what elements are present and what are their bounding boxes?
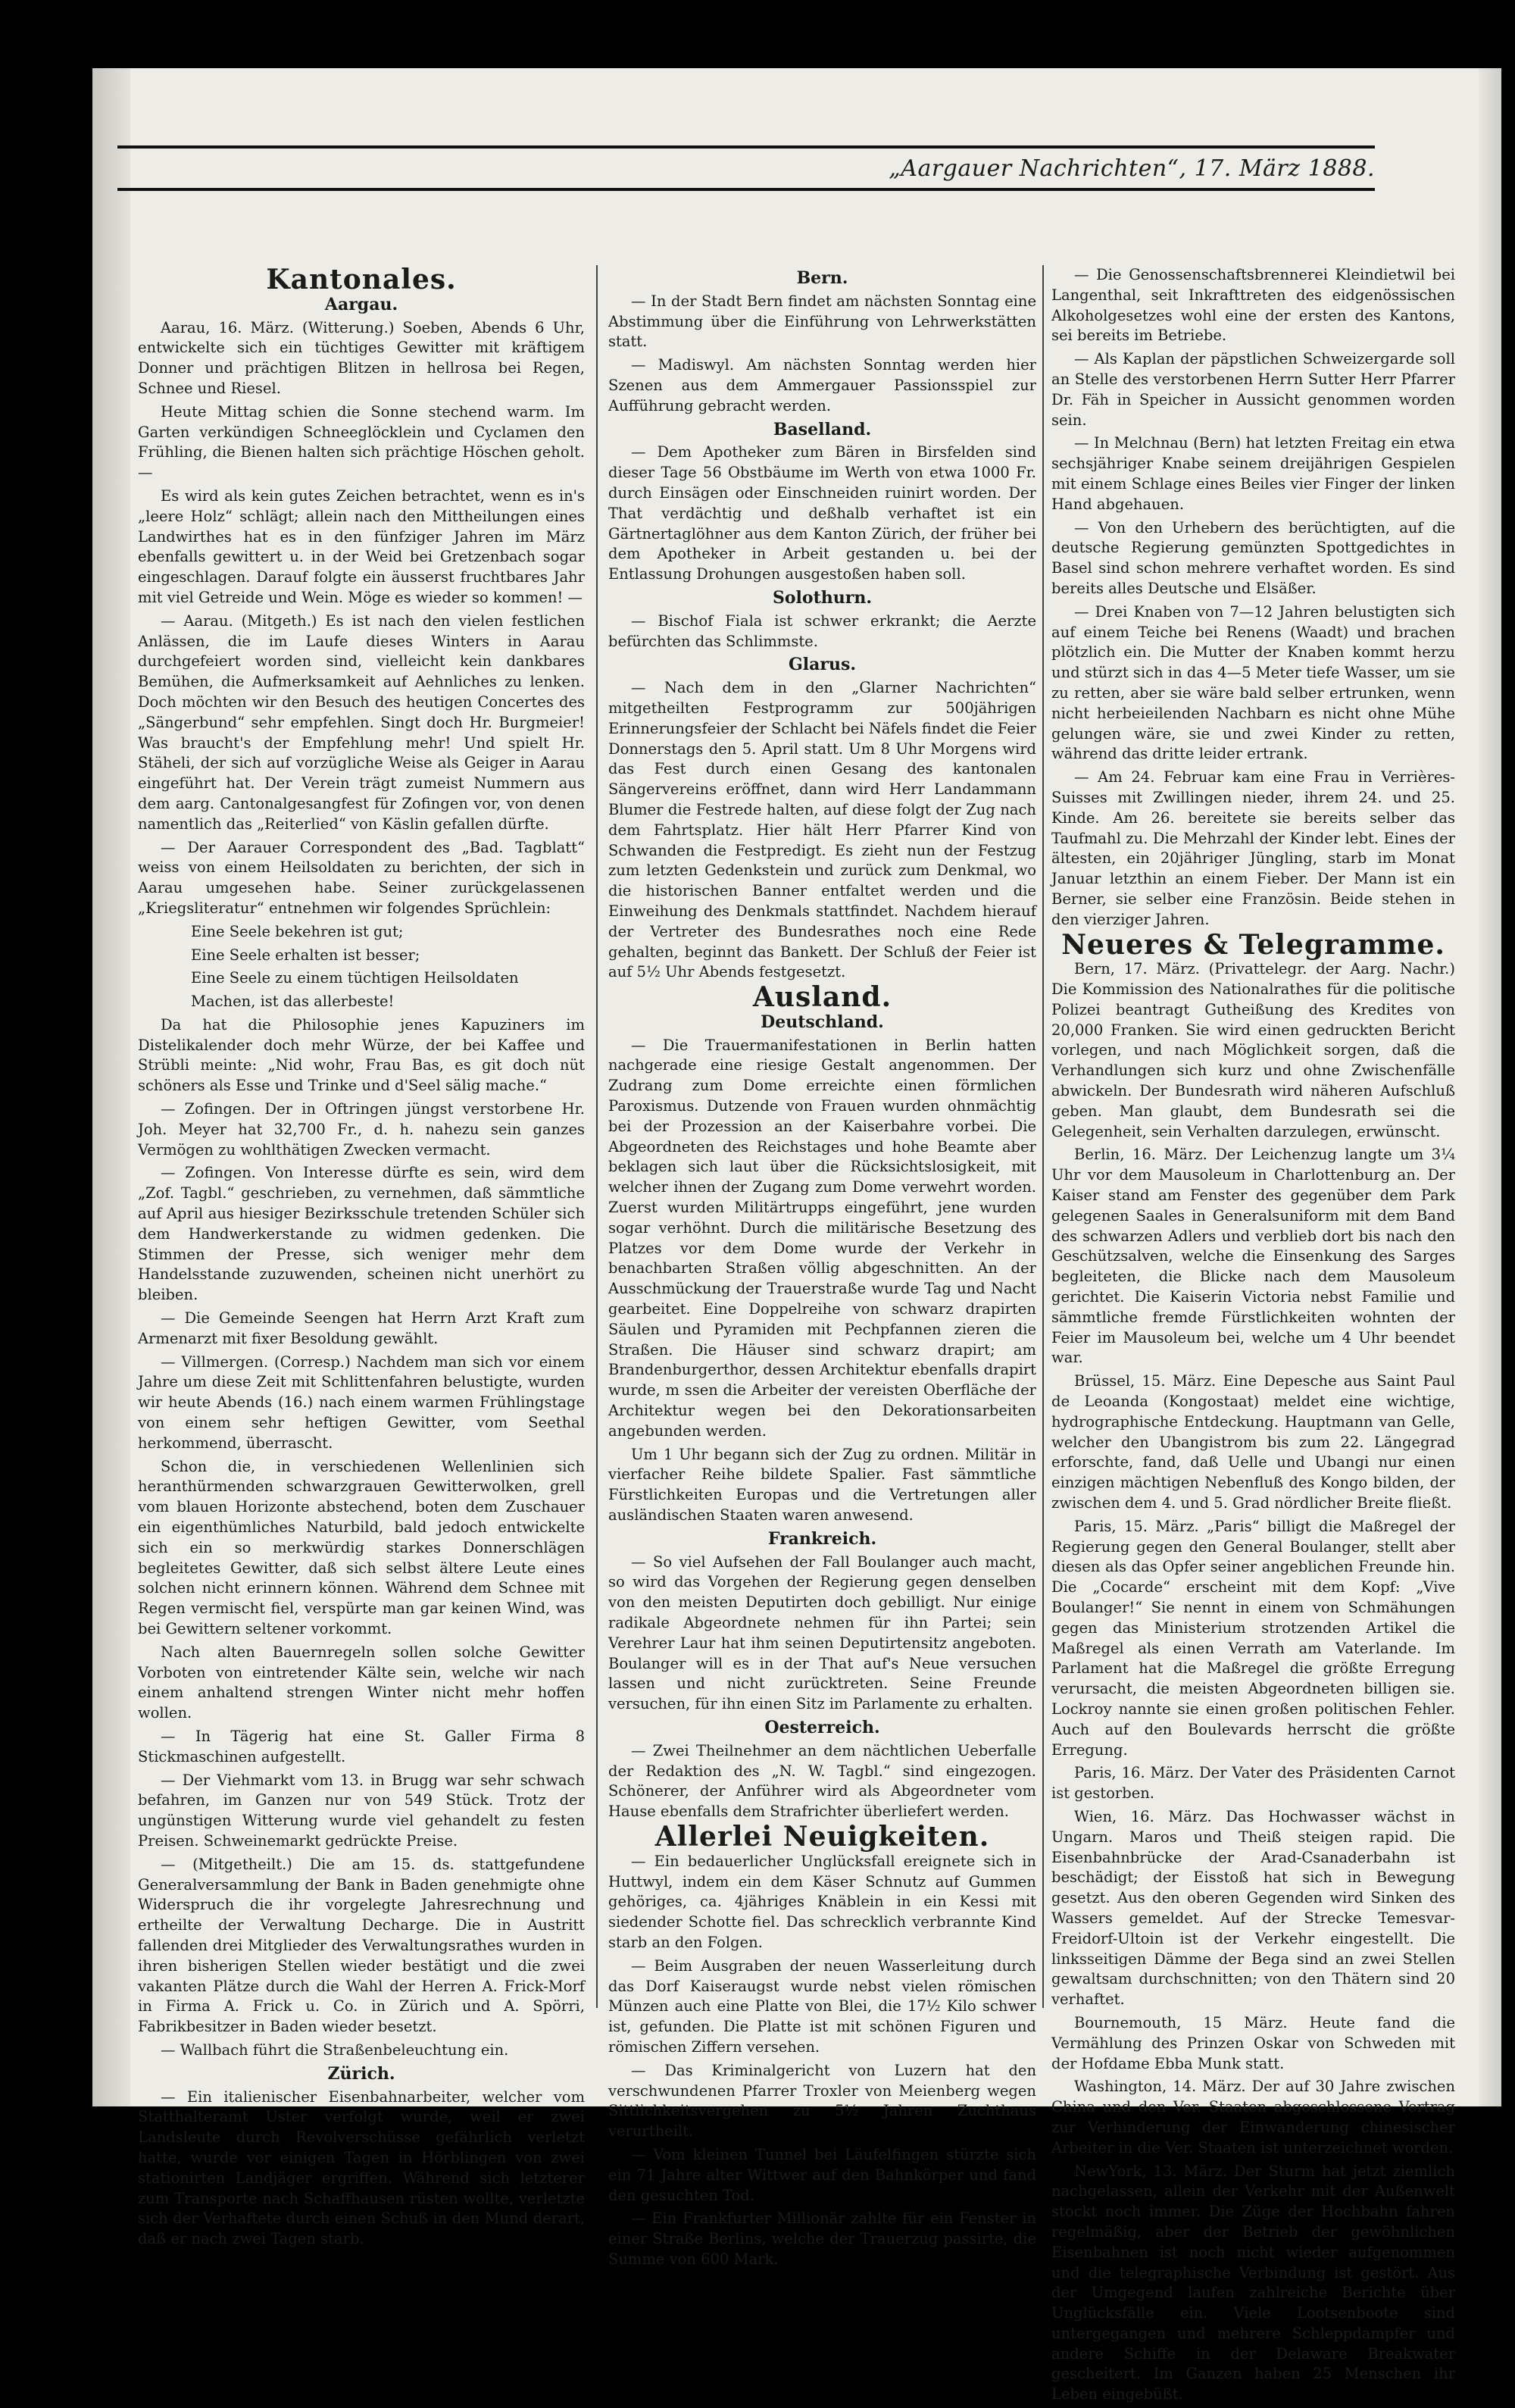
article-paragraph: Paris, 15. März. „Paris“ billigt die Maßregel der Regierung gegen den General Boulanger, stellt aber diesen als das Opfer seiner angeblichen Freunde hin. Die „Cocarde“ erscheint mit dem Kopf: „Vive Boulanger!“ Sie nennt in einem von Schmähungen gegen das Ministerium strotzenden Artikel die Maßregel als einen Verrath am Vaterlande. Im Parlament hat die Maßregel die größte Erregung verursacht, die meisten Abgeordneten billigen sie. Lockroy nannte sie einen großen politischen Fehler. Auch auf den Boulevards herrscht die größte Erregung. (1051, 1517, 1455, 1759)
article-paragraph: — Aarau. (Mitgeth.) Es ist nach den vielen festlichen Anlässen, die im Laufe dieses Winters in Aarau durchgefeiert worden sind, vielleicht kein dankbares Bemühen, die Aufmerksamkeit auf Aehnliches zu lenken. Doch möchten wir den Besuch des heutigen Concertes des „Sängerbund“ sehr empfehlen. Singt doch Hr. Burgmeier! Was braucht's der Empfehlung mehr! Und spielt Hr. Stäheli, der sich auf vorzügliche Weise als Geiger in Aarau eingeführt hat. Der Verein trägt zumeist Nummern aus dem aarg. Cantonalgesangfest für Zofingen vor, von denen namentlich das „Reiterlied“ von Käslin gefallen dürfte. (138, 611, 585, 833)
article-paragraph: Schon die, in verschiedenen Wellenlinien sich heranthürmenden schwarzgrauen Gewitterwolken, grell vom blauen Horizonte abstechend, boten dem Zuschauer ein eigenthümliches Naturbild, bald jedoch entwickelte sich ein so merkwürdig starkes Donnerschlägen begleitetes Gewitter, daß sich selbst ältere Leute eines solchen nicht erinnern können. Während dem Schnee mit Regen vermischt fiel, verspürte man gar keinen Wind, was bei Gewittern seltener vorkommt. (138, 1457, 585, 1637)
article-paragraph: Paris, 16. März. Der Vater des Präsidenten Carnot ist gestorben. (1051, 1764, 1455, 1803)
article-paragraph: — Die Trauermanifestationen in Berlin hatten nachgerade eine riesige Gestalt angenommen. Der Zudrang zum Dome erreichte einen förmlichen Paroxismus. Dutzende von Frauen wurden ohnmächtig bei der Prozession an der Kaiserbahre vorbei. Die Abgeordneten des Reichstages und hohe Beamte aber beklagen sich laut über die Rücksichtslosigkeit, mit welcher ihnen der Zugang zum Dome verwehrt worden. Zuerst wurden Militärtrupps eingeführt, jene wurden sogar verhöhnt. Durch die militärische Besetzung des Platzes vor dem Dome wurde der Verkehr in benachbarten Straßen völlig abgeschnitten. An der Ausschmückung der Trauerstraße wurde Tag und Nacht gearbeitet. Eine Doppelreihe von schwarz drapirten Säulen und Pyramiden mit Pechpfannen zieren die Straßen. Die Häuser sind schwarz drapirt; am Brandenburgerthor, dessen Architektur ebenfalls drapirt wurde, m ssen die Arbeiter der vereisten Oberfläche der Architektur wegen bei den Dekorationsarbeiten angebunden werden. (608, 1036, 1036, 1440)
page-header: „Aargauer Nachrichten“, 17. März 1888. (889, 155, 1375, 182)
article-paragraph: — Madiswyl. Am nächsten Sonntag werden hier Szenen aus dem Ammergauer Passionsspiel zur Aufführung gebracht werden. (608, 356, 1036, 414)
article-paragraph: Bern, 17. März. (Privattelegr. der Aarg. Nachr.) Die Kommission des Nationalrathes für die politische Polizei beantragt Gutheißung des Kredites von 20,000 Franken. Sie wird einen gedruckten Bericht vorlegen, und nach Möglichkeit sorgen, daß die Verhandlungen sich kurz und ohne Zwischenfälle abwickeln. Der Bundesrath wird näheren Aufschluß geben. Man glaubt, dem Bundesrath sei die Gelegenheit, sein Verhalten darzulegen, erwünscht. (1051, 960, 1455, 1140)
article-paragraph: — In Melchnau (Bern) hat letzten Freitag ein etwa sechsjähriger Knabe seinem dreijährigen Gespielen mit einem Schlage eines Beiles vier Finger der linken Hand abgehauen. (1051, 434, 1455, 513)
section-heading-allerlei: Allerlei Neuigkeiten. (654, 1820, 990, 1853)
article-paragraph: — Beim Ausgraben der neuen Wasserleitung durch das Dorf Kaiseraugst wurde nebst vielen römischen Münzen auch eine Platte von Blei, die 17½ Kilo schwer ist, gefunden. Die Platte ist mit schönen Figuren und römischen Ziffern versehen. (608, 1956, 1036, 2056)
article-paragraph: — Villmergen. (Corresp.) Nachdem man sich vor einem Jahre um diese Zeit mit Schlittenfahren belustigte, wurden wir heute Abends (16.) nach einem warmen Frühlingstage von einem sehr heftigen Gewitter, vom Seethal herkommend, überrascht. (138, 1353, 585, 1452)
article-paragraph: — Der Viehmarkt vom 13. in Brugg war sehr schwach befahren, im Ganzen nur von 549 Stück. Trotz der ungünstigen Witterung wurde viel gehandelt zu festen Preisen. Schweinemarkt gedrückte Preise. (138, 1771, 585, 1850)
article-paragraph: — Ein bedauerlicher Unglücksfall ereignete sich in Huttwyl, indem ein dem Käser Schnutz auf Gummen gehöriges, ca. 4jähriges Knäblein in ein Kessi mit siedender Schotte fiel. Das schrecklich verbrannte Kind starb an den Folgen. (608, 1852, 1036, 1951)
article-paragraph: Brüssel, 15. März. Eine Depesche aus Saint Paul de Leoanda (Kongostaat) meldet eine wichtige, hydrographische Entdeckung. Hauptmann van Gelle, welcher den Ubangistrom bis zum 22. Längegrad erforschte, fand, daß Uelle und Ubangi nur einen einzigen mächtigen Nebenfluß des Kongo bilden, der zwischen dem 4. und 5. Grad nördlicher Breite fließt. (1051, 1372, 1455, 1512)
verse-line: Eine Seele bekehren ist gut; (191, 922, 404, 940)
article-paragraph: — Zwei Theilnehmer an dem nächtlichen Ueberfalle der Redaktion des „N. W. Tagbl.“ sind eingezogen. Schönerer, der Anführer wird als Abgeordneter vom Hause ebenfalls dem Strafrichter überliefert werden. (608, 1741, 1036, 1821)
article-paragraph: Berlin, 16. März. Der Leichenzug langte um 3¼ Uhr vor dem Mausoleum in Charlottenburg an. Der Kaiser stand am Fenster des gegenüber dem Park gelegenen Saales in Generalsuniform mit dem Band des schwarzen Adlers und verblieb dort bis nach den Geschützsalven, welche die Einsenkung des Sarges begleiteten, die Blicke nach dem Mausoleum gerichtet. Die Kaiserin Victoria nebst Familie und sämmtliche fremde Fürstlichkeiten wohnten der Feier im Mausoleum bei, welche um 4 Uhr beendet war. (1051, 1146, 1455, 1367)
column-1 (138, 265, 585, 2253)
column-divider-1 (596, 265, 598, 2008)
article-paragraph: Wien, 16. März. Das Hochwasser wächst in Ungarn. Maros und Theiß steigen rapid. Die Eisenbahnbrücke der Arad-Csanaderbahn ist beschädigt; der Eisstoß hat sich in Bewegung gesetzt. Aus den oberen Gegenden wird Sinken des Wassers gemeldet. Auf der Strecke Temesvar-Freidorf-Ultoin ist der Verkehr eingestellt. Die linksseitigen Dämme der Bega sind an zwei Stellen gewaltsam durchschnitten; von den Thätern sind 20 verhaftet. (1051, 1807, 1455, 2009)
section-heading-kantonales: Kantonales. (266, 264, 457, 296)
article-paragraph: — Von den Urhebern des berüchtigten, auf die deutsche Regierung gemünzten Spottgedichtes in Basel sind schon mehrere verhaftet worden. Es sind bereits alles Deutsche und Elsäßer. (1051, 518, 1455, 597)
article-paragraph: — In Tägerig hat eine St. Galler Firma 8 Stickmaschinen aufgestellt. (138, 1727, 585, 1765)
article-paragraph: — Als Kaplan der päpstlichen Schweizergarde soll an Stelle des verstorbenen Herrn Sutter Herr Pfarrer Dr. Fäh in Speicher in Aussicht genommen worden sein. (1051, 350, 1455, 429)
article-paragraph: Nach alten Bauernregeln sollen solche Gewitter Vorboten von eintretender Kälte sein, welche wir nach einem anhaltend strengen Winter nicht mehr hoffen wollen. (138, 1643, 585, 1722)
article-paragraph: — Am 24. Februar kam eine Frau in Verrières-Suisses mit Zwillingen nieder, ihrem 24. und 25. Kinde. Am 26. bereitete sie bereits selber das Taufmahl zu. Die Mehrzahl der Kinder lebt. Eines der ältesten, ein 20jähriger Jüngling, starb im Monat Januar letzthin an einem Fieber. Der Mann ist ein Berner, sie selber eine Französin. Beide stehen in den vierziger Jahren. (1051, 768, 1455, 928)
subheading-glarus: Glarus. (788, 655, 857, 675)
article-paragraph: — Die Genossenschaftsbrennerei Kleindietwil bei Langenthal, seit Inkrafttreten des eidgenössischen Alkoholgesetzes wohl eine der ersten des Kantons, sei bereits im Betriebe. (1051, 266, 1455, 345)
subheading-baselland: Baselland. (773, 419, 872, 439)
subheading-solothurn: Solothurn. (773, 587, 872, 608)
article-paragraph: — Der Aarauer Correspondent des „Bad. Tagblatt“ weiss von einem Heilsoldaten zu berichten, der sich in Aarau umgesehen habe. Seiner zurückgelassenen „Kriegsliteratur“ entnehmen wir folgendes Sprüchlein: (138, 838, 585, 917)
subheading-deutschland: Deutschland. (761, 1012, 884, 1032)
article-paragraph: — In der Stadt Bern findet am nächsten Sonntag eine Abstimmung über die Einführung von Lehrwerkstätten statt. (608, 292, 1036, 351)
article-paragraph: — Ein italienischer Eisenbahnarbeiter, welcher vom Statthalteramt Uster verfolgt wurde, weil er zwei Landsleute durch Revolverschüsse gefährlich verletzt hatte, wurde vor einigen Tagen in Hörblingen von zwei stationirten Landjäger ergriffen. Während sich letzterer zum Transporte nach Schaffhausen rüsten wollte, verletzte sich der Verhaftete durch einen Schuß in den Mund derart, daß er nach zwei Tagen starb. (138, 2087, 585, 2248)
section-heading-neueres-telegramme: Neueres & Telegramme. (1061, 928, 1445, 961)
article-paragraph: NewYork, 13. März. Der Sturm hat jetzt ziemlich nachgelassen, allein der Verkehr mit der Außenwelt stockt noch immer. Die Züge der Hochbahn fahren regelmäßig, aber der Betrieb der gewöhnlichen Eisenbahnen ist noch nicht wieder aufgenommen und die telegraphische Verbindung ist gestört. Aus der Umgegend laufen zahlreiche Berichte über Unglücksfälle ein. Viele Lootsenboote sind untergegangen und mehrere Schleppdampfer und andere Schiffe in der Delaware Breakwater gescheitert. Im Ganzen haben 25 Menschen ihr Leben eingebüßt. (1051, 2162, 1455, 2403)
header-rule-bottom (117, 188, 1375, 191)
subheading-oesterreich: Oesterreich. (764, 1717, 880, 1737)
article-paragraph: — Das Kriminalgericht von Luzern hat den verschwundenen Pfarrer Troxler von Meienberg wegen Sittlichkeitsvergehen zu 5½ Jahren Zuchthaus verurtheilt. (608, 2061, 1036, 2141)
article-paragraph: — Bischof Fiala ist schwer erkrankt; die Aerzte befürchten das Schlimmste. (608, 611, 1036, 650)
article-paragraph: Da hat die Philosophie jenes Kapuziners im Distelikalender doch mehr Würze, der bei Kaffee und Strübli meinte: „Nid wohr, Frau Bas, es git doch nüt schöners als Esse und Trinke und d'Seel sälig mache.“ (138, 1015, 585, 1095)
article-paragraph: Aarau, 16. März. (Witterung.) Soeben, Abends 6 Uhr, entwickelte sich ein tüchtiges Gewitter mit kräftigem Donner und prächtigen Blitzen in hellrosa bei Regen, Schnee und Riesel. (138, 318, 585, 397)
subheading-bern: Bern. (796, 268, 848, 288)
article-paragraph: Um 1 Uhr begann sich der Zug zu ordnen. Militär in vierfacher Reihe bildete Spalier. Fast sämmtliche Fürstlichkeiten Europas und die Vertretungen aller ausländischen Staaten waren anwesend. (608, 1445, 1036, 1525)
verse-line: Eine Seele erhalten ist besser; (191, 946, 420, 964)
article-paragraph: — Zofingen. Der in Oftringen jüngst verstorbene Hr. Joh. Meyer hat 32,700 Fr., d. h. nahezu sein ganzes Vermögen zu wohlthätigen Zwecken vermacht. (138, 1100, 585, 1159)
subheading-aargau: Aargau. (324, 294, 398, 314)
article-paragraph: — Ein Frankfurter Millionär zahlte für ein Fenster in einer Straße Berlins, welche der Trauerzug passirte, die Summe von 600 Mark. (608, 2209, 1036, 2268)
article-paragraph: — Nach dem in den „Glarner Nachrichten“ mitgetheilten Festprogramm zur 500jährigen Erinnerungsfeier der Schlacht bei Näfels findet die Feier Donnerstags den 5. April statt. Um 8 Uhr Morgens wird das Fest durch einen Gesang des kantonalen Sängervereins eröffnet, dann wird Herr Landammann Blumer die Festrede halten, auf diese folgt der Zug nach dem Fahrtsplatz. Hier hält Herr Pfarrer Kind von Schwanden die Festpredigt. Es zieht nun der Festzug zum letzten Gedenkstein und zurück zum Denkmal, wo die historischen Banner entfaltet werden und die Einweihung des Denkmals stattfindet. Nachdem hierauf der Vertreter des Bundesrathes noch eine Rede gehalten, beginnt das Bankett. Der Schluß der Feier ist auf 5½ Uhr Abends festgesetzt. (608, 679, 1036, 981)
article-paragraph: — Zofingen. Von Interesse dürfte es sein, wird dem „Zof. Tagbl.“ geschrieben, zu vernehmen, daß sämmtliche auf April aus hiesiger Bezirksschule tretenden Schüler sich dem Handwerkerstande zu widmen gedenken. Die Stimmen der Presse, sich weniger mehr dem Handelsstande zuzuwenden, scheinen nicht unerhört zu bleiben. (138, 1164, 585, 1304)
article-paragraph: — So viel Aufsehen der Fall Boulanger auch macht, so wird das Vorgehen der Regierung gegen denselben von den meisten Deputirten doch gebilligt. Nur einige radikale Abgeordnete nehmen für ihn Partei; sein Verehrer Laur hat ihm seinen Deputirtensitz angeboten. Boulanger will es in der That auf's Neue versuchen lassen und nicht zurücktreten. Seine Freunde versuchen, für ihn einen Sitz im Parlamente zu erhalten. (608, 1553, 1036, 1713)
article-paragraph: — Dem Apotheker zum Bären in Birsfelden sind dieser Tage 56 Obstbäume im Werth von etwa 1000 Fr. durch Einsägen oder Einschneiden ruinirt worden. Der That verdächtig und deßhalb verhaftet ist ein Gärtnertaglöhner aus dem Kanton Zürich, der früher bei dem Apotheker in Arbeit gestanden u. bei der Entlassung Drohungen ausgestoßen haben soll. (608, 443, 1036, 583)
column-2 (608, 265, 1036, 2273)
section-heading-ausland: Ausland. (752, 981, 892, 1014)
article-paragraph: — (Mitgetheilt.) Die am 15. ds. stattgefundene Generalversammlung der Bank in Baden genehmigte ohne Widerspruch die ihr vorgelegte Jahresrechnung und ertheilte der Verwaltung Decharge. Die in Austritt fallenden drei Mitglieder des Verwaltungsrathes wurden in ihren bisherigen Stellen wieder bestätigt und die zwei vakanten Plätze durch die Wahl der Herren A. Frick-Morf in Firma A. Frick u. Co. in Zürich und A. Spörri, Fabrikbesitzer in Baden wieder besetzt. (138, 1855, 585, 2036)
article-paragraph: Heute Mittag schien die Sonne stechend warm. Im Garten verkündigen Schneeglöcklein und Cyclamen den Frühling, die Bienen halten sich prächtige Höschen geholt. — (138, 402, 585, 482)
article-paragraph: Bournemouth, 15 März. Heute fand die Vermählung des Prinzen Oskar von Schweden mit der Hofdame Ebba Munk statt. (1051, 2013, 1455, 2072)
header-rule-top (117, 145, 1375, 149)
article-paragraph: — Vom kleinen Tunnel bei Läufelfingen stürzte sich ein 71 Jahre alter Wittwer auf den Bahnkörper und fand den gesuchten Tod. (608, 2145, 1036, 2204)
verse-line: Eine Seele zu einem tüchtigen Heilsoldaten (191, 969, 519, 987)
verse-line: Machen, ist das allerbeste! (191, 993, 395, 1011)
article-paragraph: Es wird als kein gutes Zeichen betrachtet, wenn es in's „leere Holz“ schlägt; allein nach den Mittheilungen eines Landwirthes hat es in den fünfziger Jahren im März ebenfalls gewittert u. in der Weid bei Gretzenbach sogar eingeschlagen. Darauf folgte ein äusserst fruchtbares Jahr mit viel Getreide und Wein. Möge es wieder so kommen! — (138, 486, 585, 606)
article-paragraph: — Drei Knaben von 7—12 Jahren belustigten sich auf einem Teiche bei Renens (Waadt) und brachen plötzlich ein. Die Mutter der Knaben kommt herzu und stürzt sich in das 4—5 Meter tiefe Wasser, um sie zu retten, aber sie wäre bald selber ertrunken, wenn nicht herbeieilenden Nachbarn es nicht ohne Mühe gelungen wäre, sie und zwei Kinder zu retten, während das dritte leider ertrank. (1051, 602, 1455, 763)
subheading-frankreich: Frankreich. (767, 1528, 877, 1549)
column-3 (1051, 265, 1455, 2408)
article-paragraph: — Wallbach führt die Straßenbeleuchtung ein. (161, 2041, 509, 2059)
subheading-zuerich: Zürich. (327, 2063, 395, 2084)
article-paragraph: Washington, 14. März. Der auf 30 Jahre zwischen China und den Ver. Staaten abgeschlossene Vertrag zur Verhinderung der Einwanderung chinesischer Arbeiter in die Ver. Staaten ist unterzeichnet worden. (1051, 2078, 1455, 2156)
article-paragraph: — Die Gemeinde Seengen hat Herrn Arzt Kraft zum Armenarzt mit fixer Besoldung gewählt. (138, 1309, 585, 1347)
column-divider-2 (1042, 265, 1044, 2008)
